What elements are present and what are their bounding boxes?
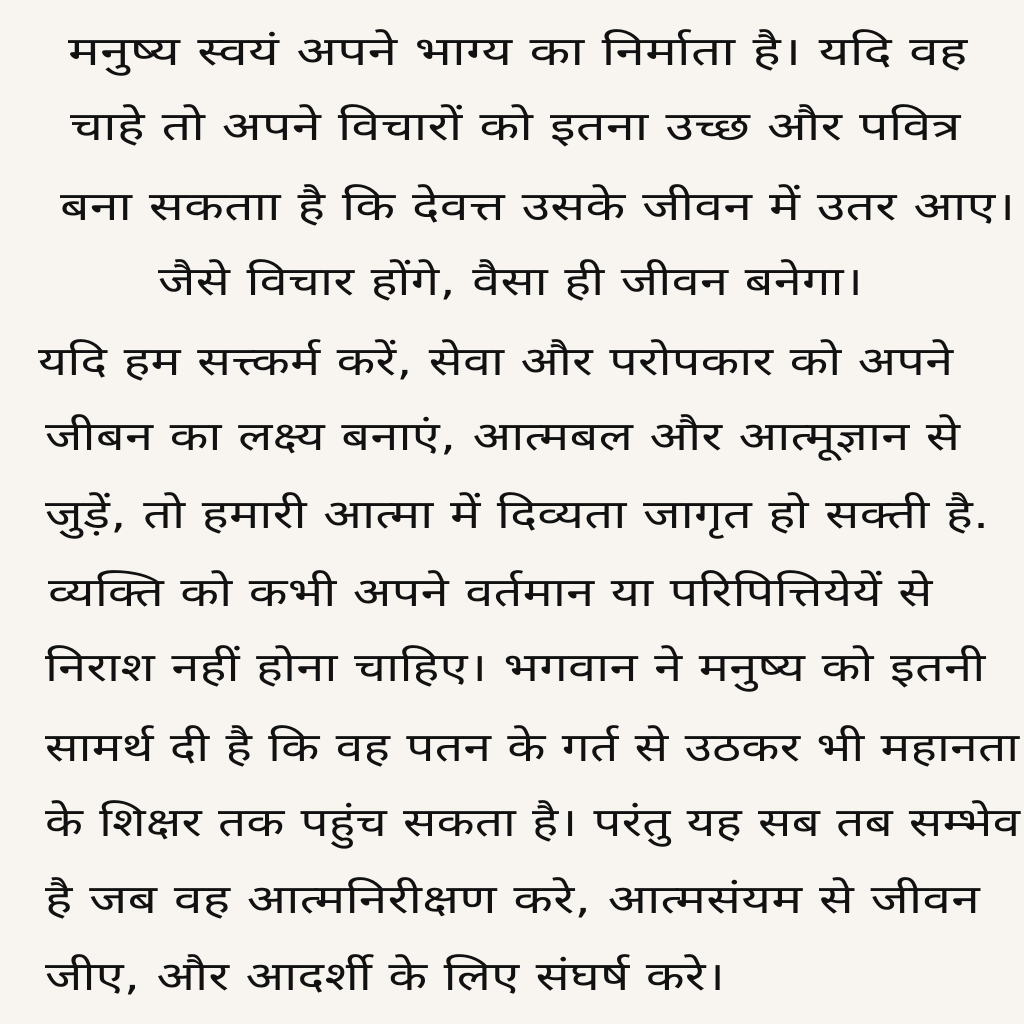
text-line: व्यक्ति को कभी अपने वर्तमान या परिपित्तियेयें से bbox=[48, 570, 933, 616]
text-line: चाहे तो अपने विचारों को इतना उच्छ और पवित्र bbox=[70, 104, 961, 150]
text-line: मनुष्य स्वयं अपने भाग्य का निर्माता है। यदि वह bbox=[68, 29, 968, 75]
text-line: निराश नहीं होना चाहिए। भगवान ने मनुष्य को इतनी bbox=[45, 645, 986, 691]
text-line: के शिक्षर तक पहुंच सकता है। परंतु यह सब तब सम्भेव bbox=[45, 800, 1021, 846]
text-line: जीबन का लक्ष्य बनाएं, आत्मबल और आत्मूज्ञान से bbox=[45, 414, 961, 460]
text-line: बना सकताा है कि देवत्त उसके जीवन में उतर आए। bbox=[60, 184, 1016, 230]
text-line: है जब वह आत्मनिरीक्षण करे, आत्मसंयम से जीवन bbox=[45, 877, 981, 923]
text-line: जैसे विचार होंगे, वैसा ही जीवन बनेगा। bbox=[158, 259, 864, 305]
text-line: जुड़ें, तो हमारी आत्मा में दिव्यता जागृत हो सक्ती है. bbox=[45, 492, 990, 538]
text-line: सामर्थ दी है कि वह पतन के गर्त से उठकर भी महानता bbox=[45, 725, 1020, 771]
text-line: यदि हम सत्त्कर्म करें, सेवा और परोपकार को अपने bbox=[38, 339, 954, 385]
text-line: जीए, और आदर्शी के लिए संघर्ष करे। bbox=[45, 954, 726, 1000]
